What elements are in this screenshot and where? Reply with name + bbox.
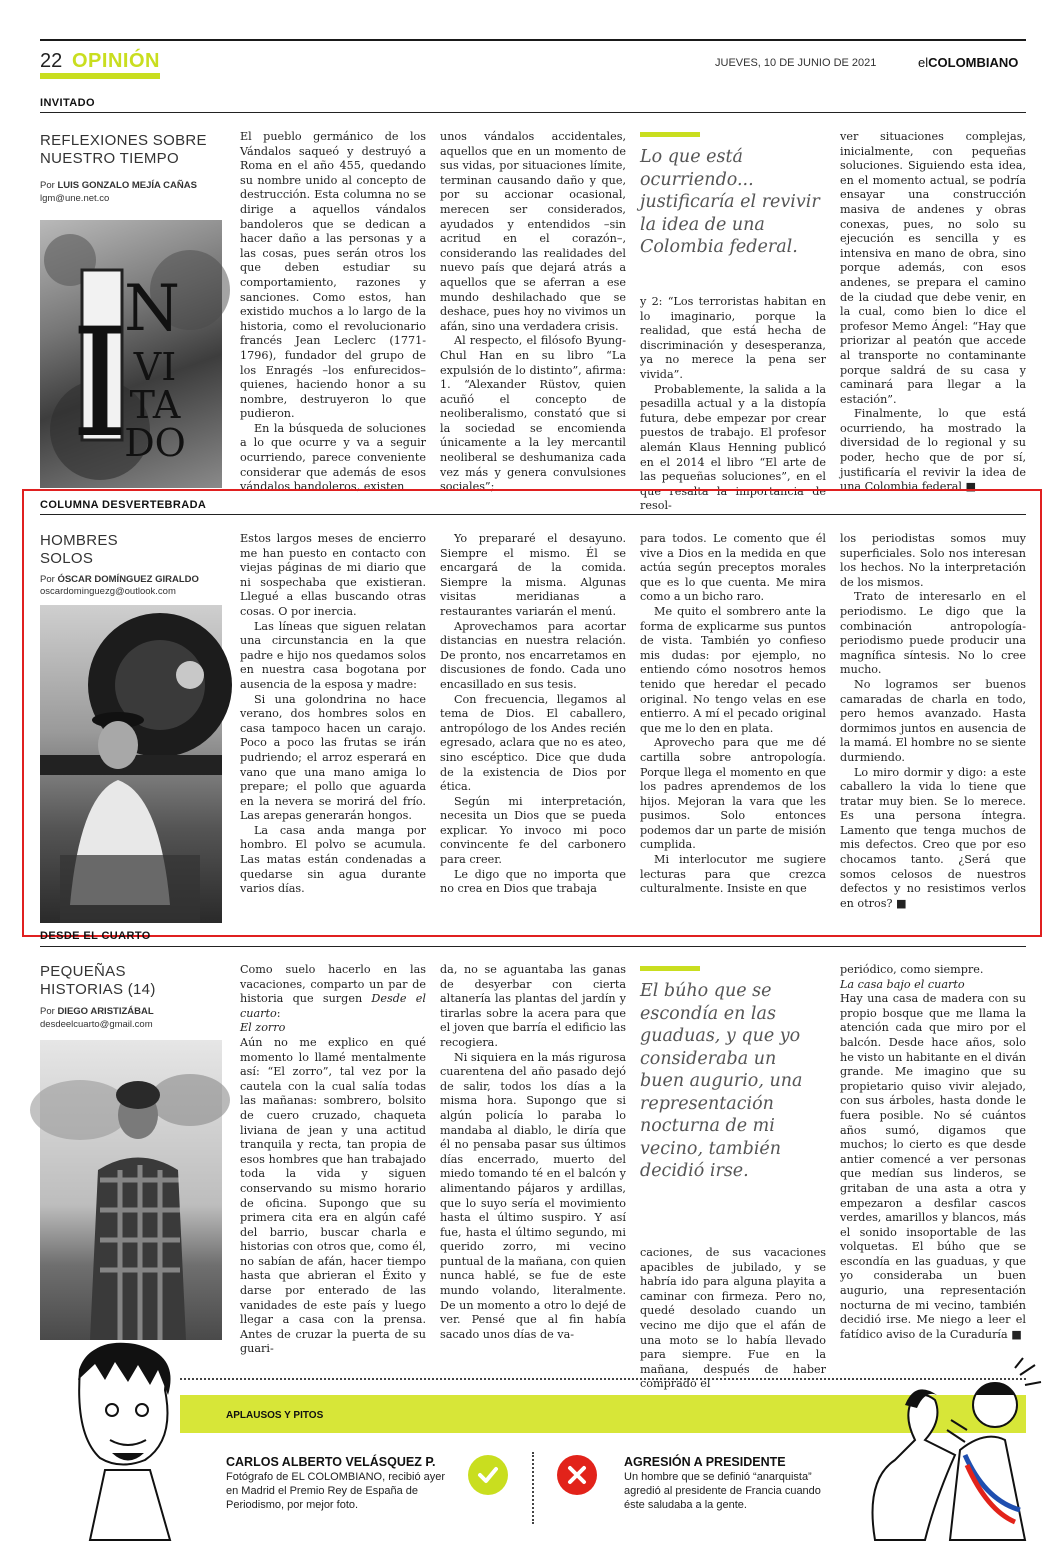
check-icon	[468, 1455, 508, 1495]
desvertebrada-column-3	[640, 532, 826, 922]
author-photo	[40, 1040, 222, 1340]
invitado-logo-graphic	[40, 220, 222, 488]
subheading: El zorro	[240, 1021, 286, 1035]
invitado-logo-image	[40, 220, 222, 488]
caricature-left	[50, 1340, 190, 1540]
author-email: desdeelcuarto@gmail.com	[40, 1019, 153, 1030]
pito-name: AGRESIÓN A PRESIDENTE	[624, 1455, 786, 1469]
paragraph: los periodistas somos muy superficiales. Solo nos interesan los hechos. No la interpretación de los mismos.	[840, 532, 1026, 589]
paragraph: No logramos ser buenos camaradas de charla en todo, pero hemos avanzado. Hasta dormimos juntos en ausencia de la mamá. El hombre no se siente durmiendo.	[840, 677, 1026, 764]
invitado-column-4	[840, 130, 1026, 494]
paragraph: Si una golondrina no hace verano, dos hombres solos en casa tampoco hacen un carajo. Poco a poco las frutas se irán pudriendo; el arroz esperará en vano que una mano amiga lo prepare; el pollo que aguarda en la nevera se morirá del frío. Las arepas generarán hongos.	[240, 692, 426, 823]
paragraph: En la búsqueda de soluciones a lo que ocurre y va a seguir ocurriendo, parece conveniente considerar que además de esos vándalos bandoleros, existen	[240, 421, 426, 494]
svg-text:DO: DO	[124, 421, 186, 465]
invitado-column-1	[240, 130, 426, 494]
issue-date: JUEVES, 10 DE JUNIO DE 2021	[715, 57, 877, 69]
cross-icon	[557, 1455, 597, 1495]
cuarto-column-2	[440, 963, 626, 1353]
paragraph: Al respecto, el filósofo Byung-Chul Han en su libro “La expulsión de lo distinto”, afirma: 1. “Alexander Rüstov, quien acuñó el concepto de neoliberalismo, constató que si la sociedad se encomienda únicamente a la ley mercantil neoliberal se deshumaniza cada vez más y genera convulsiones sociales”;	[440, 334, 626, 494]
svg-text:VI: VI	[133, 345, 177, 389]
paragraph: La casa anda manga por hombro. El polvo se acumula. Las matas están condenadas a quedarse sin agua durante varios días.	[240, 823, 426, 896]
cuarto-column-1	[240, 963, 426, 1356]
paragraph: Como suelo hacerlo en las vacaciones, comparto un par de historia que surgen Desde el cuarto:	[240, 963, 426, 1020]
section-rule	[40, 112, 1026, 113]
newspaper-logo: elCOLOMBIANO	[918, 55, 1019, 70]
paragraph: ver situaciones complejas, inicialmente, con pequeñas soluciones. Siguiendo esta idea, en el momento actual, se podría ensayar una construcción masiva de andenes y obras conexas, pues, no solo su ejecución es sencilla y es intensiva en mano de obra, sino porque además, con esos andenes, se prepara el camino de la ciudad que debe venir, en la cual, como bien lo dice el profesor Memo Ángel: “Hay que priorizar al peatón que accede al transporte no contaminante porque saldrá de su casa y caminará para llegar a la estación”.	[840, 130, 1026, 406]
paragraph: El pueblo germánico de los Vándalos saqueó y destruyó a Roma en el año 455, quedando su nombre unido al concepto de destrucción. Esta columna no se dirige a aquellos vándalos bandoleros que se dedican a hacer daño a las personas y a las cosas, pues serán otros los que deben estudiar su comportamiento, razones y sanciones. Como estos, han existido muchos a lo largo de la historia, como el revolucionario francés Jean Leclerc (1771-1796), fundador del grupo de los Enragés –los enfurecidos– quienes, haciendo honor a su nombre, destruyeron lo que pudieron.	[240, 130, 426, 421]
cuarto-column-4	[840, 963, 1026, 1353]
paragraph: unos vándalos accidentales, aquellos que en un momento de sus vidas, por situaciones límite, terminan causando daño y que, por su accionar ocasional, merecen ser considerados, ayudados y entendidos –sin acritud en el corazón–, considerando las realidades del nuevo país que dejará atrás a aquellos que se aferran a ese mundo deshilachado que se deshace, pues hoy no vivimos un afán, sino una verdadera crisis.	[440, 130, 626, 333]
aplausos-kicker: APLAUSOS Y PITOS	[226, 1410, 324, 1421]
page-number: 22	[40, 50, 63, 72]
desvertebrada-column-1	[240, 532, 426, 922]
paragraph: y 2: “Los terroristas habitan en lo imaginario, porque la realidad, que está hecha de discriminación y desesperanza, ya no merece la pena ser vivida”.	[640, 295, 826, 381]
paragraph: Mi interlocutor me sugiere lecturas para que crezca culturalmente. Insiste en que	[640, 853, 826, 896]
author-email: oscardominguezg@outlook.com	[40, 586, 176, 597]
pull-quote-bar	[640, 966, 700, 971]
caricature-left-graphic	[50, 1340, 190, 1540]
section-kicker-desvertebrada: COLUMNA DESVERTEBRADA	[40, 499, 207, 511]
paragraph: Finalmente, lo que está ocurriendo, ha mostrado la diversidad de lo regional y su poder, hecho que de por sí, justificaría el revivir la idea de una Colombia federal ■	[840, 407, 1026, 494]
section-rule	[40, 514, 1026, 515]
paragraph: Trato de interesarlo en el periodismo. Le digo que la combinación antropología-periodismo puede producir una magnífica síntesis. No lo cree mucho.	[840, 590, 1026, 677]
cuarto-column-3	[640, 1246, 826, 1391]
paragraph: Aprovechamos para acortar distancias en nuestra relación. De pronto, nos encarretamos en discusiones de fondo. Cada uno encasillado en sus tesis.	[440, 619, 626, 691]
section-rule	[40, 946, 1026, 947]
paragraph: Las líneas que siguen relatan una circunstancia en la que padre e hijo nos quedamos solos en nuestra casa bogotana por ausencia de la esposa y madre:	[240, 619, 426, 691]
paragraph: periódico, como siempre.	[840, 963, 984, 976]
aplausos-divider	[532, 1452, 534, 1524]
svg-text:TA: TA	[129, 383, 181, 427]
aplauso-name: CARLOS ALBERTO VELÁSQUEZ P.	[226, 1455, 436, 1469]
author-email: lgm@une.net.co	[40, 193, 110, 204]
caricature-right	[855, 1360, 1045, 1540]
invitado-column-2	[440, 130, 626, 494]
byline: Por ÓSCAR DOMÍNGUEZ GIRALDO	[40, 574, 199, 585]
desvertebrada-column-4	[840, 532, 1026, 922]
author-photo-graphic	[40, 1040, 222, 1340]
pull-quote: Lo que está ocurriendo... justificaría el revivir la idea de una Colombia federal.	[640, 147, 820, 257]
paragraph: da, no se aguantaba las ganas de desyerbar con cierta altanería las plantas del jardín y tirarlas sobre la acera para que el joven que barría el edificio las recogiera.	[440, 963, 626, 1049]
svg-text:N: N	[124, 272, 180, 346]
svg-text:I: I	[70, 297, 130, 471]
pito-text: Un hombre que se definió “anarquista” agredió al presidente de Francia cuando éste saludaba a la gente.	[624, 1471, 821, 1511]
paragraph: Según mi interpretación, necesita un Dios que se pueda explicar. Yo invoco mi poco convincente fe del carbonero para creer.	[440, 794, 626, 867]
desvertebrada-column-2	[440, 532, 626, 922]
byline: Por LUIS GONZALO MEJÍA CAÑAS	[40, 180, 197, 191]
author-photo	[40, 605, 222, 923]
paragraph: Aún no me explico en qué momento lo llamé mentalmente así: “El zorro”, tal vez por la cautela con la cual salía todas las mañanas: sombrero, bolsito de cuero cruzado, chaqueta liviana de jean y una actitud tranquila y recta, tan propia de esos hombres que han trabajado toda la vida y siguen conservando su mismo horario de oficina. Supongo que su primera cita era en algún café del barrio, buscar charla e historias con otros que, como él, no sabían de afán, hacer tiempo hasta que abrieran el Éxito y darse por enterado de las vanidades de este país y luego llegar a casa con la prensa. Antes de cruzar la puerta de su guari-	[240, 1035, 426, 1356]
paragraph: Estos largos meses de encierro me han puesto en contacto con viejas páginas de mi diario que ni sospechaba que existieran. Llegué a ellas buscando otras cosas. O por inercia.	[240, 532, 426, 618]
caricature-right-graphic	[855, 1360, 1045, 1540]
author-photo-graphic	[40, 605, 222, 923]
paragraph: Aprovecho para que me dé cartilla sobre antropología. Porque llega el momento en que los padres aprendemos de los hijos. Mejoran la vara que les pusimos. Solo entonces podemos dar un parte de misión cumplida.	[640, 736, 826, 852]
paragraph: Probablemente, la salida a la pesadilla actual y a la distopía futura, debe empezar por crear puestos de trabajo. El profesor alemán Klaus Henning publicó en el 2014 el libro “El arte de las pequeñas soluciones”, en el que resalta la importancia de resol-	[640, 382, 826, 513]
invitado-column-3	[640, 295, 826, 513]
header-rule	[40, 39, 1026, 41]
pull-quote: El búho que se escondía en las guaduas, y que yo consideraba un buen augurio, una representación nocturna de mi vecino, también decidió irse.	[640, 981, 803, 1181]
paragraph: Hay una casa de madera con su propio bosque que me llama la atención cada que miro por el balcón. Desde hace años, solo he visto un habitante en el diván grande. Me imagino que su propietario quiso vivir alejado, con sus árboles, hasta donde le fuera posible. No sé cuántos años sumó, digamos que muchos; lo cierto es que desde antier comencé a ver personas que medían sus linderos, se gritaban de una asta a otra y empezaron a desfilar cascos verdes, amarillos y blancos, más el sonido insoportable de las volquetas. El búho que se escondía en las guaduas, y que yo consideraba un buen augurio, una representación nocturna de mi vecino, también decidió irse. Me niego a leer el fatídico aviso de la Curaduría ■	[840, 992, 1026, 1341]
paragraph: Con frecuencia, llegamos al tema de Dios. El caballero, antropólogo de los Andes recién egresado, aclara que no es ateo, sino escéptico. Dice que duda de la existencia de Dios por ética.	[440, 692, 626, 794]
pull-quote-bar	[640, 132, 700, 137]
paragraph: caciones, de sus vacaciones apacibles de jubilado, y se habría ido para alguna playita a caminar con firmeza. Pero no, quedé desolado cuando un vecino me dijo que el afán de una moto se lo había llevado para siempre. Fue en la mañana, después de haber comprado el	[640, 1246, 826, 1391]
section-title: OPINIÓN	[72, 50, 160, 72]
column-title: PEQUEÑAS HISTORIAS (14)	[40, 963, 156, 998]
paragraph: Ni siquiera en la más rigurosa cuarentena del año pasado dejó de salir, todos los días a la misma hora. Supongo que si algún policía lo paraba lo mandaba al diablo, le diría que él no pensaba pasar sus últimos días encerrado, muerto del miedo tomando té en el balcón y alimentando pájaros y ardillas, que lo suyo sería el movimiento hasta el último suspiro. Y así fue, hasta el último segundo, mi querido zorro, mi vecino puntual de la mañana, con quien nunca hablé, se fue de este mundo volando, literalmente. De un momento a otro lo dejé de ver. Pensé que al fin había sacado unos días de va-	[440, 1050, 626, 1341]
byline: Por DIEGO ARISTIZÁBAL	[40, 1006, 154, 1017]
column-title: REFLEXIONES SOBRE NUESTRO TIEMPO	[40, 132, 207, 167]
paragraph: Yo prepararé el desayuno. Siempre el mismo. Él se encargará de la comida. Siempre la misma. Algunas visitas meridianas a restaurantes variarán el menú.	[440, 532, 626, 618]
paragraph: Lo miro dormir y digo: a este caballero la vida lo tiene que tratar muy bien. Se lo merece. Es una persona íntegra. Lamento que tenga muchos de mis defectos. Creo que por eso chocamos tanto. ¿Será que somos celosos de nuestros defectos y no resistimos verlos en otros? ■	[840, 765, 1026, 910]
paragraph: Me quito el sombrero ante la forma de explicarme sus puntos de vista. También yo confieso mis dudas: por ejemplo, no entiendo cómo nosotros hemos tenido que heredar el pecado original. No tengo velas en ese entierro. A mí el pecado original que me lo den en plata.	[640, 604, 826, 735]
subheading: La casa bajo el cuarto	[840, 977, 965, 991]
column-title: HOMBRES SOLOS	[40, 532, 118, 567]
section-kicker-invitado: INVITADO	[40, 97, 95, 109]
section-kicker-cuarto: DESDE EL CUARTO	[40, 930, 151, 942]
paragraph: para todos. Le comento que él vive a Dios en la medida en que actúa según preceptos morales que es lo que cuenta. Me mira como a un bicho raro.	[640, 532, 826, 604]
aplauso-text: Fotógrafo de EL COLOMBIANO, recibió ayer en Madrid el Premio Rey de España de Periodismo, por mejor foto.	[226, 1471, 446, 1511]
paragraph: Le digo que no importa que no crea en Dios que trabaja	[440, 867, 626, 896]
section-accent-bar	[40, 73, 160, 79]
